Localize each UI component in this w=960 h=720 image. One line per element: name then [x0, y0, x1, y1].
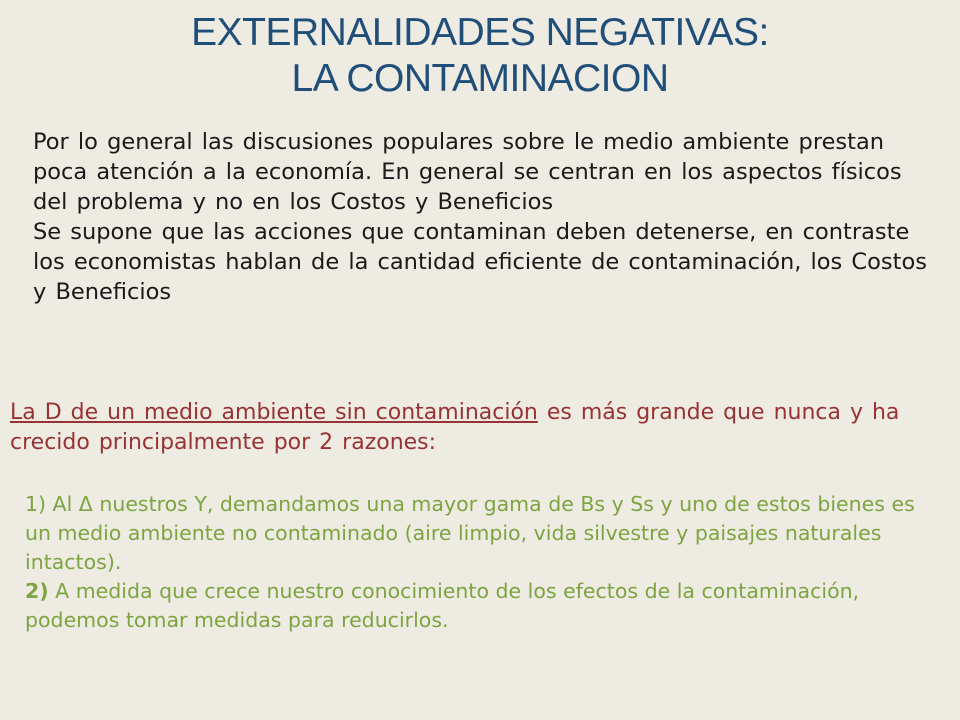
reason-item-1: 1) Al Δ nuestros Y, demandamos una mayor gama de Bs y Ss y uno de estos bienes es un medio ambiente no contaminado (aire limpio, vida silvestre y paisajes naturales intactos).: [25, 492, 915, 574]
demand-statement-rest: es más grande que nunca y ha crecido principalmente por 2 razones:: [10, 400, 900, 455]
reason-item-2: [25, 577, 940, 635]
intro-paragraph-2: Se supone que las acciones que contaminan deben detenerse, en contraste los economistas hablan de la cantidad eficiente de contaminación, los Costos y Beneficios: [33, 219, 927, 305]
slide-title-line-1: EXTERNALIDADES NEGATIVAS:: [191, 11, 769, 54]
demand-underlined-phrase: La D de un medio ambiente sin contaminación: [10, 400, 538, 425]
intro-text: [33, 127, 933, 307]
reason-item-2-text: A medida que crece nuestro conocimiento de los efectos de la contaminación, podemos tomar medidas para reducirlos.: [25, 579, 860, 632]
demand-statement: [10, 398, 945, 458]
slide-title-line-2: LA CONTAMINACION: [291, 57, 669, 100]
reasons-list: [25, 490, 940, 635]
slide-title: [0, 10, 960, 102]
reason-item-2-number: 2): [25, 579, 49, 603]
intro-paragraph-1: Por lo general las discusiones populares sobre le medio ambiente prestan poca atención a la economía. En general se centran en los aspectos físicos del problema y no en los Costos y Beneficios: [33, 129, 902, 215]
